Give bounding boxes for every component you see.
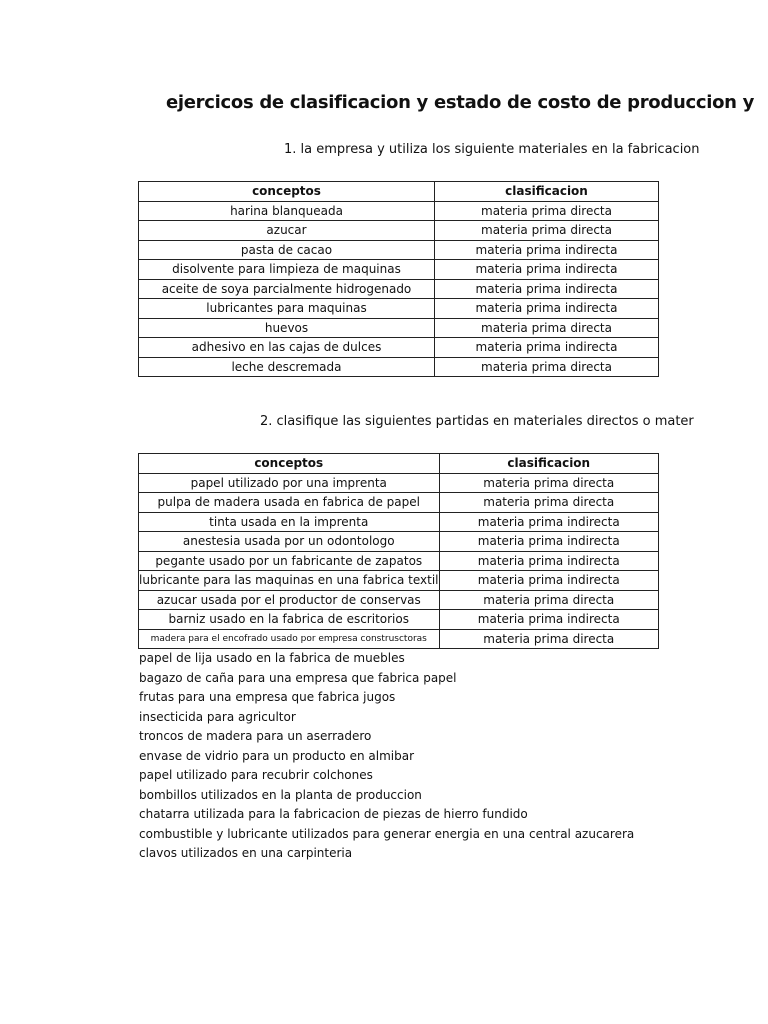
concept-cell: pulpa de madera usada en fabrica de papel [139,493,440,513]
column-header-conceptos: conceptos [139,182,435,202]
table-row [139,201,659,221]
classification-cell: materia prima indirecta [435,240,659,260]
list-item: bagazo de caña para una empresa que fabrica papel [139,670,457,685]
classification-cell: materia prima directa [439,629,659,649]
concept-cell: huevos [139,318,435,338]
list-item: combustible y lubricante utilizados para generar energia en una central azucarera [139,826,635,841]
concept-cell: barniz usado en la fabrica de escritorios [139,610,440,630]
concept-cell: lubricante para las maquinas en una fabrica textil [139,571,440,591]
table-row [139,318,659,338]
column-header-conceptos: conceptos [139,454,440,474]
classification-cell: materia prima directa [439,590,659,610]
classification-cell: materia prima directa [439,493,659,513]
concept-cell: azucar usada por el productor de conservas [139,590,440,610]
table-row [139,338,659,358]
table-header-row [139,454,659,474]
concept-cell: pasta de cacao [139,240,435,260]
table-row [139,571,659,591]
classification-cell: materia prima indirecta [435,279,659,299]
classification-cell: materia prima directa [439,473,659,493]
table-row [139,629,659,649]
list-item: bombillos utilizados en la planta de produccion [139,787,422,802]
classification-cell: materia prima directa [435,221,659,241]
concept-cell: pegante usado por un fabricante de zapatos [139,551,440,571]
column-header-clasificacion: clasificacion [439,454,659,474]
document-title: ejercicos de clasificacion y estado de costo de produccion y [166,92,755,113]
classification-cell: materia prima indirecta [435,338,659,358]
classification-cell: materia prima indirecta [439,532,659,552]
list-item: chatarra utilizada para la fabricacion de piezas de hierro fundido [139,807,528,821]
table-row [139,590,659,610]
concept-cell: azucar [139,221,435,241]
concept-cell: leche descremada [139,357,435,377]
exercise-2-heading: 2. clasifique las siguientes partidas en materiales directos o mater [260,414,694,429]
list-item: insecticida para agricultor [139,709,296,724]
list-item: frutas para una empresa que fabrica jugos [139,690,396,704]
concept-cell: tinta usada en la imprenta [139,512,440,532]
classification-cell: materia prima indirecta [435,299,659,319]
concept-cell: adhesivo en las cajas de dulces [139,338,435,358]
table-row [139,473,659,493]
list-item: clavos utilizados en una carpinteria [139,846,353,860]
concept-cell: aceite de soya parcialmente hidrogenado [139,279,435,299]
table-header-row [139,182,659,202]
classification-cell: materia prima indirecta [435,260,659,280]
list-item: envase de vidrio para un producto en almibar [139,748,415,763]
classification-cell: materia prima indirecta [439,512,659,532]
table-row [139,532,659,552]
list-item: troncos de madera para un aserradero [139,729,372,743]
column-header-clasificacion: clasificacion [435,182,659,202]
exercise-1-heading: 1. la empresa y utiliza los siguiente materiales en la fabricacion [284,142,700,157]
classification-cell: materia prima directa [435,201,659,221]
table-row [139,512,659,532]
table-row [139,240,659,260]
classification-cell: materia prima directa [435,318,659,338]
table-row [139,610,659,630]
concept-cell: anestesia usada por un odontologo [139,532,440,552]
concept-cell: lubricantes para maquinas [139,299,435,319]
table-row [139,299,659,319]
table-row [139,221,659,241]
classification-cell: materia prima indirecta [439,551,659,571]
table-row [139,279,659,299]
table-row [139,357,659,377]
concept-cell: papel utilizado por una imprenta [139,473,440,493]
exercise-1-table [138,181,659,377]
concept-cell: harina blanqueada [139,201,435,221]
classification-cell: materia prima directa [435,357,659,377]
classification-cell: materia prima indirecta [439,610,659,630]
list-item: papel utilizado para recubrir colchones [139,768,373,782]
classification-cell: materia prima indirecta [439,571,659,591]
concept-cell: disolvente para limpieza de maquinas [139,260,435,280]
table-row [139,493,659,513]
unclassified-items-list [139,649,634,864]
exercise-2-table [138,453,659,649]
list-item: papel de lija usado en la fabrica de muebles [139,651,405,665]
table-row [139,551,659,571]
table-row [139,260,659,280]
concept-cell: madera para el encofrado usado por empresa construsctoras [139,629,440,649]
